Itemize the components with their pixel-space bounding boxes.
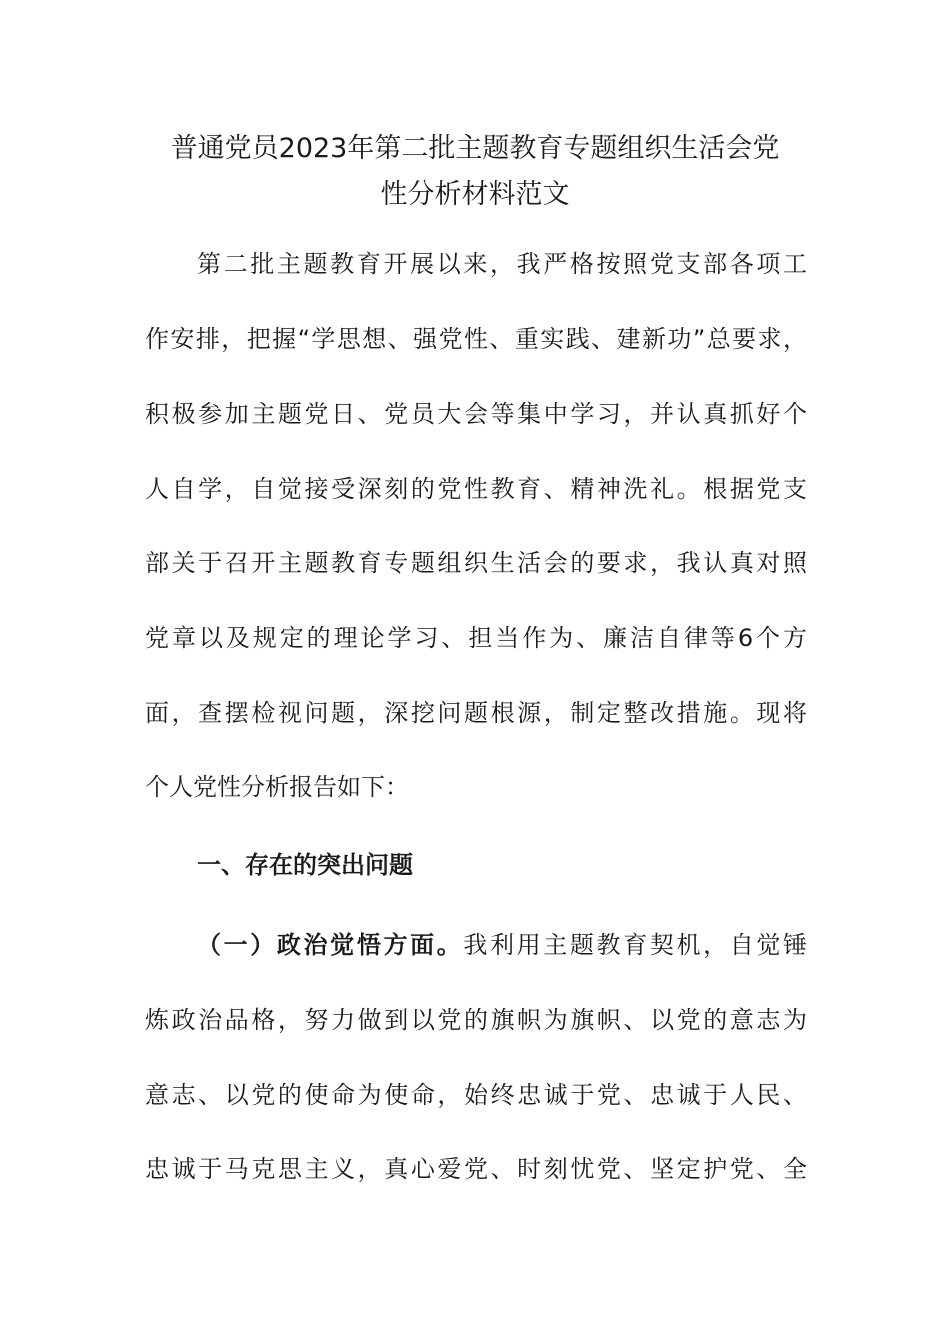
intro-line-8: 个人党性分析报告如下： <box>145 773 409 801</box>
subsection-line-4: 忠诚于马克思主义，真心爱党、时刻忧党、坚定护党、全 <box>145 1155 807 1183</box>
intro-line-7: 面，查摆检视问题，深挖问题根源，制定整改措施。现将 <box>145 699 807 727</box>
subsection-heading: （一）政治觉悟方面。 <box>197 931 464 959</box>
intro-line-5: 部关于召开主题教育专题组织生活会的要求，我认真对照 <box>145 549 807 577</box>
title-line-1: 普通党员2023年第二批主题教育专题组织生活会党 <box>170 133 780 164</box>
subsection-first-text: 我利用主题教育契机，自觉锤 <box>463 931 807 959</box>
subsection-first-line <box>197 928 807 962</box>
subsection-line-2: 炼政治品格，努力做到以党的旗帜为旗帜、以党的意志为 <box>145 1006 807 1034</box>
subsection-line-3: 意志、以党的使命为使命，始终忠诚于党、忠诚于人民、 <box>145 1081 807 1109</box>
intro-line-6: 党章以及规定的理论学习、担当作为、廉洁自律等6个方 <box>145 624 807 652</box>
intro-line-2: 作安排，把握“学思想、强党性、重实践、建新功”总要求， <box>145 325 807 353</box>
intro-line-4: 人自学，自觉接受深刻的党性教育、精神洗礼。根据党支 <box>145 475 807 503</box>
section-heading: 一、存在的突出问题 <box>197 851 413 879</box>
title-line-2: 性分析材料范文 <box>380 179 570 210</box>
intro-line-1: 第二批主题教育开展以来，我严格按照党支部各项工 <box>197 250 807 278</box>
document-title <box>120 126 830 218</box>
intro-line-3: 积极参加主题党日、党员大会等集中学习，并认真抓好个 <box>145 400 807 428</box>
